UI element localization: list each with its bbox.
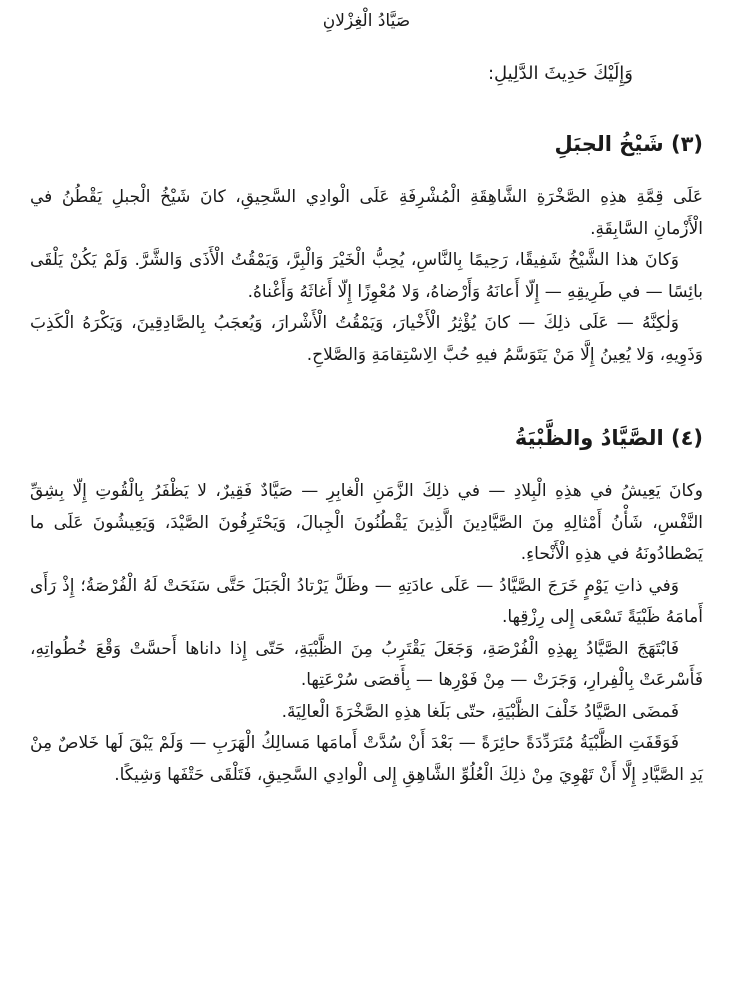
paragraph: عَلَى قِمَّةِ هذِهِ الصَّخْرَةِ الشَّاهِقَةِ الْمُشْرِفَةِ عَلَى الْوادِي السَّحِيقِ، كانَ شَيْخُ الْجبلِ يَقْطُنُ في الْأَزْمانِ السَّابِقَةِ.: [30, 187, 703, 239]
paragraph: فَمضَى الصَّيَّادُ خَلْفَ الظَّبْيَةِ، حتّى بَلَغا هذِهِ الصَّخْرَةَ الْعالِيَةَ.: [281, 701, 679, 722]
paragraph: وكانَ يَعِيشُ في هذِهِ الْبِلادِ — في ذلِكَ الزَّمَنِ الْغابِرِ — صَيَّادٌ فَقِيرٌ، لا يَظْفَرُ بِالْقُوتِ إِلّا بِشِقِّ النَّفْسِ، شَأْنُ أَمْثالِهِ مِنَ الصَّيَّادِينَ الَّذِينَ يَقْطُنُونَ الْجِبالَ، وَيَحْتَرِفُونَ الصَّيْدَ، وَيَعِيشُونَ عَلَى ما يَصْطادُونَهُ في هذِهِ الْأَنْحاءِ.: [30, 481, 703, 564]
paragraph: وَفي ذاتِ يَوْمٍ خَرَجَ الصَّيَّادُ — عَلَى عادَتِهِ — وظَلَّ يَرْتادُ الْجَبَلَ حَتَّى سَنَحَتْ لَهُ الْفُرْصَةُ؛ إِذْ رَأَى أَمامَهُ ظَبْيَةً تَسْعَى إِلى رِزْقِها.: [30, 575, 703, 627]
section-hunter-and-gazelle: [30, 422, 703, 791]
paragraph: فَوَقَفَتِ الظَّبْيَةُ مُتَرَدِّدَةً حائِرَةً — بَعْدَ أَنْ سُدَّتْ أَمامَها مَسالِكُ الْهَرَبِ — وَلَمْ يَبْقَ لَها خَلاصٌ مِنْ يَدِ الصَّيَّادِ إِلَّا أَنْ تَهْوِيَ مِنْ ذلِكَ الْعُلُوِّ الشَّاهِقِ إِلى الْوادِي السَّحِيقِ، فَتَلْقَى حَتْفَها وَشِيكًا.: [30, 733, 703, 785]
section-heading: (٤) الصَّيَّادُ والظَّبْيَةُ: [514, 426, 703, 450]
paragraph: فَابْتَهَجَ الصَّيَّادُ بِهذِهِ الْفُرْصَةِ، وَجَعَلَ يَقْتَرِبُ مِنَ الظَّبْيَةِ، حَتّى إِذا داناها أَحسَّتْ وَقْعَ خُطُواتِهِ، فَأَسْرعَتْ بِالْفِرارِ، وَجَرَتْ — مِنْ فَوْرِها — بِأَقصَى سُرْعَتِها.: [30, 638, 703, 690]
intro-line: وَإِلَيْكَ حَدِيثَ الدَّلِيلِ:: [487, 63, 633, 84]
section-sheikh-al-jabal: [30, 128, 703, 371]
paragraph: وَلٰكِنَّهُ — عَلَى ذلِكَ — كانَ يُؤْثِرُ الْأَخْيارَ، وَيَمْقُتُ الْأَشْرارَ، وَيُعجَبُ بِالصَّادِقِينَ، وَيَكْرَهُ الْكَذِبَ وَذَوِيهِ، وَلا يُعِينُ إِلَّا مَنْ يَتَوَسَّمُ فيهِ حُبَّ الِاسْتِقامَةِ وَالصَّلاحِ.: [30, 313, 703, 365]
paragraph: وَكانَ هذا الشَّيْخُ شَفِيقًا، رَحِيمًا بِالنَّاسِ، يُحِبُّ الْخَيْرَ وَالْبِرَّ، وَيَمْقُتُ الْأَذَى وَالشَّرَّ. وَلَمْ يَكُنْ يَلْقَى بائِسًا — في طَرِيقِهِ — إِلّا أَعانَهُ وَأَرْضاهُ، وَلا مُعْوِزًا إِلّا أَغاثَهُ وَأَغْناهُ.: [30, 250, 703, 302]
section-heading: (٣) شَيْخُ الجبَلِ: [554, 132, 703, 156]
running-header: صَيَّادُ الْغِزْلانِ: [322, 11, 411, 31]
